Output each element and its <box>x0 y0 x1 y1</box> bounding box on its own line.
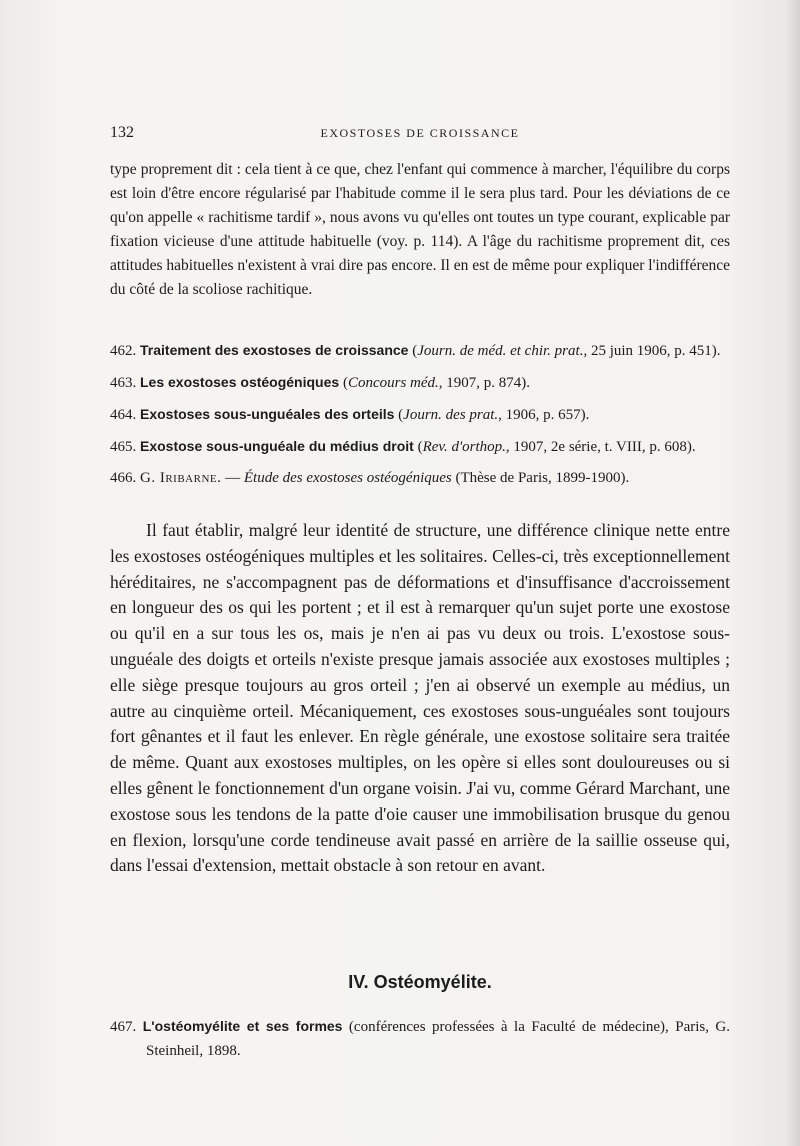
reference-source: Journ. de méd. et chir. prat. <box>417 343 584 359</box>
section-heading: IV. Ostéomyélite. <box>348 972 492 992</box>
reference-details: , 1907, p. 874). <box>438 375 531 391</box>
reference-details: , 1906, p. 657). <box>498 407 590 423</box>
reference-author: G. Iribarne. <box>140 470 222 486</box>
scan-edge-shadow <box>786 0 800 1146</box>
reference-list-osteomyelite <box>110 1014 730 1069</box>
reference-title: Exostoses sous-unguéales des orteils <box>140 406 395 422</box>
reference-item: 464. Exostoses sous-unguéales des orteils (Journ. des prat., 1906, p. 657). <box>110 406 590 423</box>
page-header <box>110 124 730 148</box>
reference-number: 462. <box>110 343 137 359</box>
reference-item: 466. G. Iribarne. — Étude des exostoses ostéogéniques (Thèse de Paris, 1899-1900). <box>110 470 630 486</box>
reference-item: 462. Traitement des exostoses de croissance (Journ. de méd. et chir. prat., 25 juin 1906, p. 451). <box>110 342 721 359</box>
reference-number: 463. <box>110 375 137 391</box>
reference-title: Traitement des exostoses de croissance <box>140 342 409 358</box>
intro-paragraph: type proprement dit : cela tient à ce que, chez l'enfant qui commence à marcher, l'équilibre du corps est loin d'être encore régularisé par l'habitude comme il le sera plus tard. Pour les déviations de ce qu'on appelle « rachitisme tardif », nous avons vu qu'elles ont toutes un type courant, explicable par fixation vicieuse d'une attitude habituelle (voy. p. 114). A l'âge du rachitisme proprement dit, ces attitudes habituelles n'existent à vrai dire pas encore. Il en est de même pour expliquer l'indifférence du côté de la scoliose rachitique. <box>110 161 730 298</box>
reference-list <box>110 338 730 497</box>
reference-item: 465. Exostose sous-unguéale du médius droit (Rev. d'orthop., 1907, 2e série, t. VIII, p. 608). <box>110 438 696 455</box>
reference-title: Les exostoses ostéogéniques <box>140 374 340 390</box>
reference-number: 464. <box>110 407 137 423</box>
reference-item <box>110 1014 730 1063</box>
reference-details: , 25 juin 1906, p. 451). <box>583 343 721 359</box>
reference-title: Exostose sous-unguéale du médius droit <box>140 438 414 454</box>
reference-number: 467. <box>110 1019 137 1035</box>
reference-number: 466. <box>110 470 137 486</box>
reference-source: Journ. des prat. <box>403 407 499 423</box>
reference-title: L'ostéomyélite et ses formes <box>142 1018 343 1034</box>
reference-number: 465. <box>110 439 137 455</box>
page-number: 132 <box>110 124 134 141</box>
reference-title: Étude des exostoses ostéogéniques <box>243 470 452 486</box>
reference-details: (conférences professées à la Faculté de médecine), Paris, G. Steinheil, 1898. <box>146 1019 731 1059</box>
reference-details: (Thèse de Paris, 1899-1900). <box>451 470 630 486</box>
reference-item: 463. Les exostoses ostéogéniques (Concours méd., 1907, p. 874). <box>110 374 531 391</box>
body-paragraph: Il faut établir, malgré leur identité de structure, une différence clinique nette entre les exostoses ostéogéniques multiples et les solitaires. Celles-ci, très exceptionnellement héréditaires, ne s'accompagnent pas de déformations et d'insuffisance d'accroissement en longueur des os qui les portent ; et il est à remarquer qu'un sujet porte une exostose ou qu'il en a sur tous les os, mais je n'en ai pas vu deux ou trois. L'exostose sous-unguéale des doigts et orteils n'existe presque jamais associée aux exostoses multiples ; elle siège presque toujours au gros orteil ; j'en ai observé un exemple au médius, un autre au cinquième orteil. Mécaniquement, ces exostoses sous-unguéales sont toujours fort gênantes et il faut les enlever. En règle générale, une exostose solitaire sera traitée de même. Quant aux exostoses multiples, on les opère si elles sont douloureuses ou si elles gênent le fonctionnement d'un organe voisin. J'ai vu, comme Gérard Marchant, une exostose sous les tendons de la patte d'oie causer une immobilisation brusque du genou en flexion, lorsqu'une corde tendineuse avait passé en arrière de la saillie osseuse qui, dans l'essai d'extension, mettait obstacle à son retour en avant. <box>110 520 730 876</box>
running-title: EXOSTOSES DE CROISSANCE <box>320 126 520 140</box>
reference-source: Rev. d'orthop. <box>422 439 506 455</box>
reference-details: , 1907, 2e série, t. VIII, p. 608). <box>505 439 696 455</box>
reference-source: Concours méd. <box>347 375 439 391</box>
